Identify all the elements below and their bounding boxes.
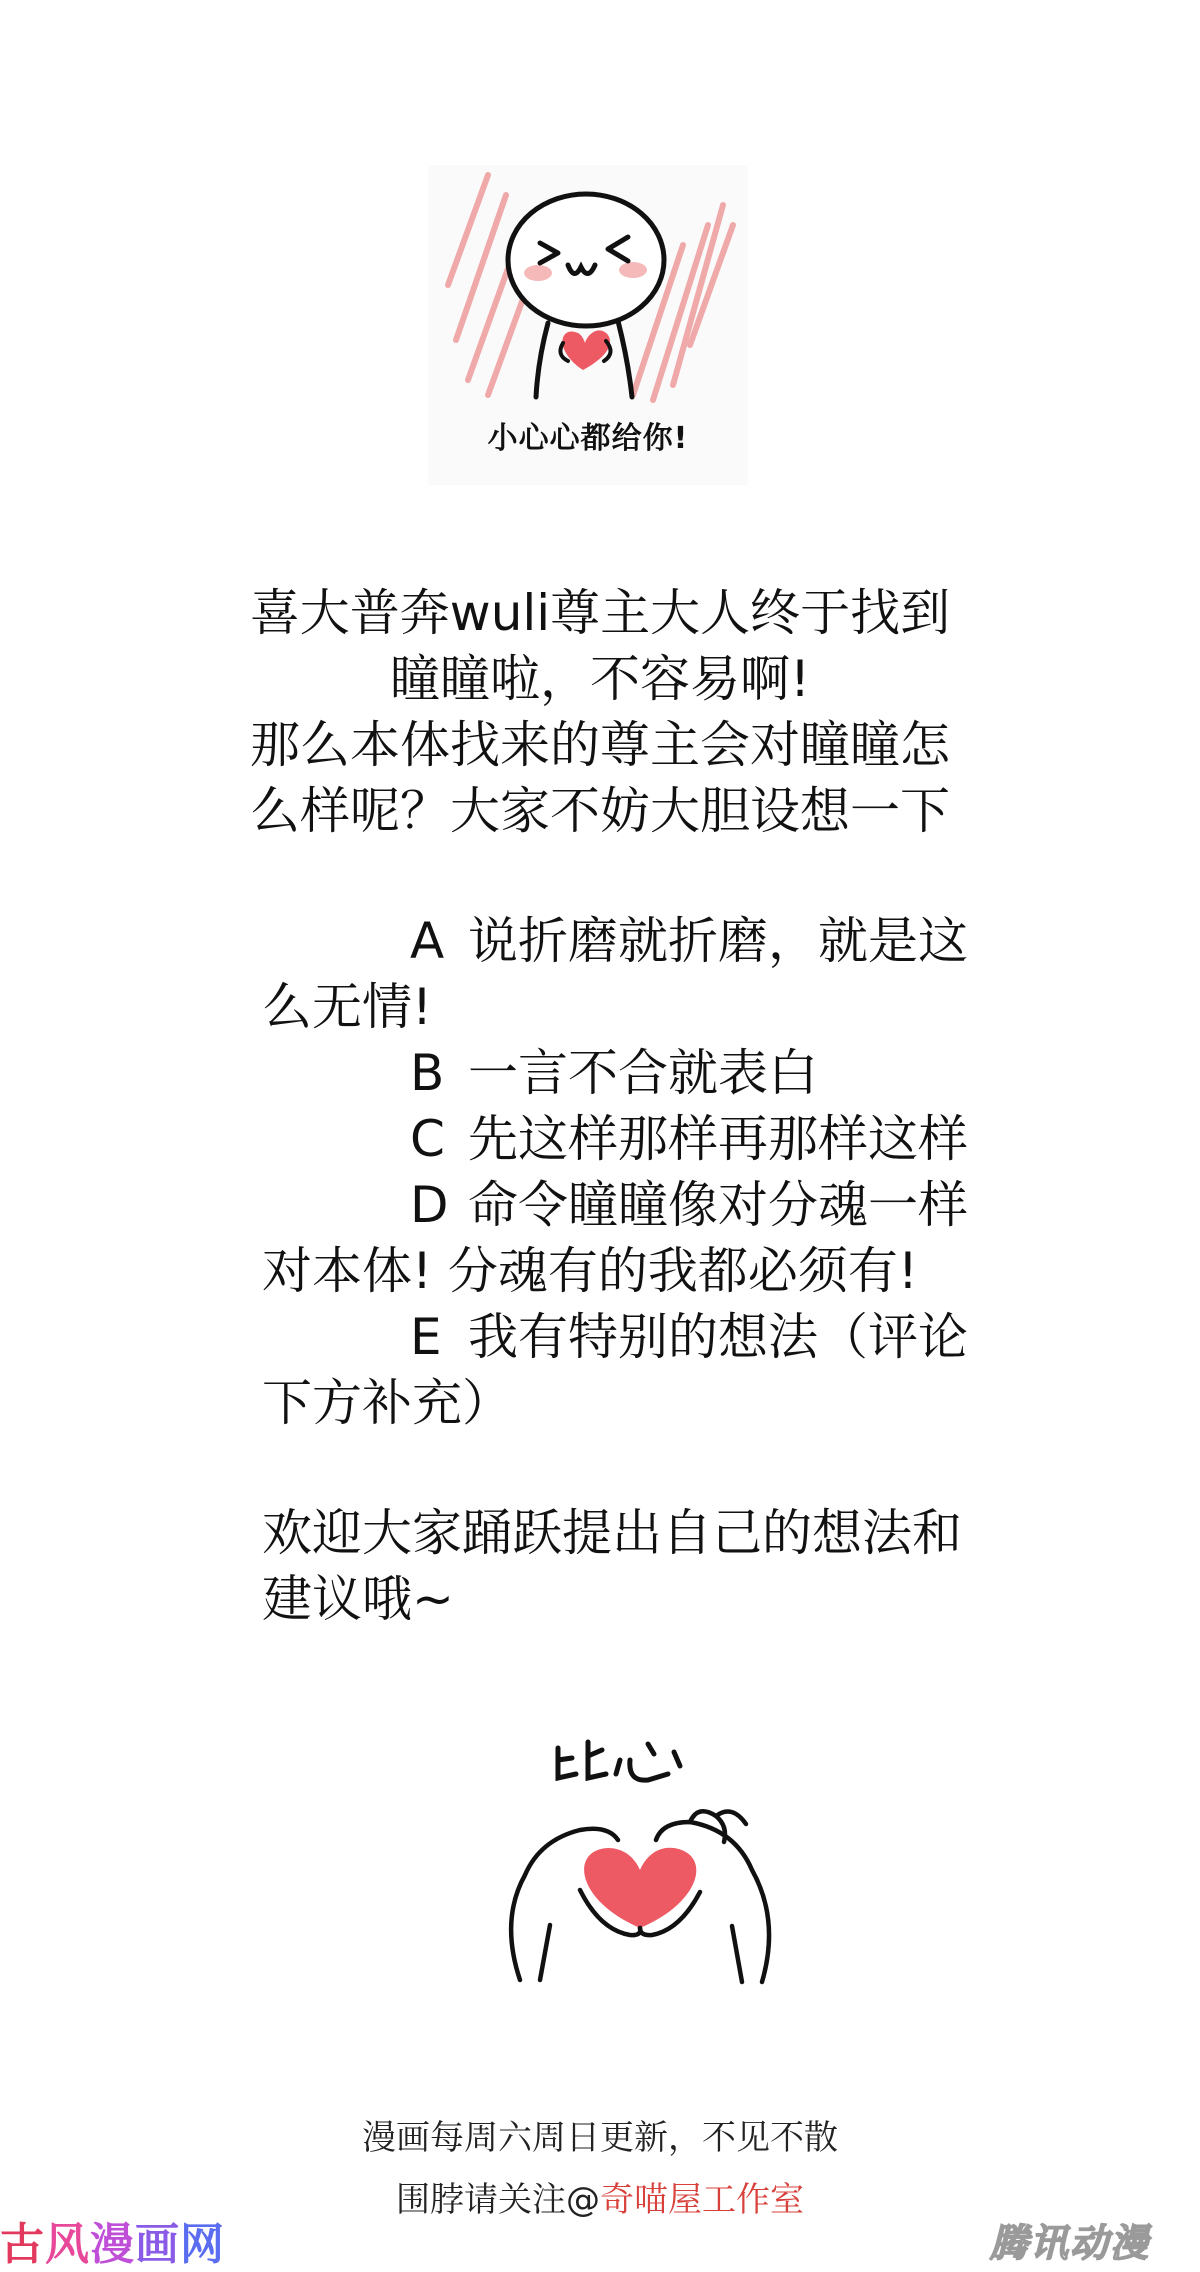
finger-heart-icon: [480, 1730, 800, 1990]
watermark-char: 画: [135, 2219, 180, 2270]
heart-icon: [562, 330, 610, 370]
option-text: 命令瞳瞳像对分魂一样: [468, 1176, 968, 1234]
intro-line-4: 么样呢？大家不妨大胆设想一下: [250, 782, 950, 840]
watermark-char: 风: [45, 2219, 90, 2270]
left-blush: [524, 265, 552, 281]
option-letter: C: [410, 1110, 445, 1168]
option-a-continuation: 么无情!: [262, 978, 433, 1036]
face-shape: [508, 194, 664, 326]
option-e-continuation: 下方补充）: [262, 1374, 512, 1432]
weibo-follow-prefix: 围脖请关注@: [396, 2180, 600, 2220]
closing-line-1: 欢迎大家踊跃提出自己的想法和: [262, 1504, 962, 1562]
watermark-char: 漫: [90, 2219, 135, 2270]
sticker-finger-heart: [480, 1730, 800, 1990]
option-c: [410, 1106, 968, 1172]
closing-line-2: 建议哦~: [262, 1570, 454, 1628]
option-b: [410, 1040, 818, 1106]
watermark-char: 网: [180, 2219, 225, 2270]
option-text: 我有特别的想法（评论: [468, 1308, 968, 1366]
option-letter: B: [410, 1044, 445, 1102]
intro-line-2: 瞳瞳啦，不容易啊!: [389, 650, 811, 708]
option-text: 先这样那样再那样这样: [468, 1110, 968, 1168]
watermark-left: [0, 2208, 225, 2272]
handwritten-caption: [558, 1742, 680, 1780]
watermark-right: 腾讯动漫: [990, 2221, 1151, 2265]
option-d: [410, 1172, 968, 1238]
option-a: [410, 908, 968, 974]
intro-line-3: 那么本体找来的尊主会对瞳瞳怎: [250, 716, 950, 774]
option-letter: D: [410, 1176, 449, 1234]
option-letter: E: [410, 1308, 442, 1366]
update-schedule: 漫画每周六周日更新，不见不散: [362, 2118, 838, 2158]
sticker-heart-gift: [428, 165, 748, 485]
option-text: 说折磨就折磨，就是这: [468, 912, 968, 970]
intro-line-1: 喜大普奔wuli尊主大人终于找到: [249, 584, 951, 642]
studio-name: 奇喵屋工作室: [600, 2180, 804, 2220]
heart-icon: [584, 1848, 696, 1928]
option-letter: A: [410, 912, 445, 970]
option-e: [410, 1304, 968, 1370]
sticker-caption: 小心心都给你!: [487, 421, 689, 456]
watermark-char: 古: [0, 2219, 45, 2270]
option-d-continuation: 对本体! 分魂有的我都必须有!: [262, 1242, 918, 1300]
option-text: 一言不合就表白: [468, 1044, 818, 1102]
right-blush: [619, 262, 647, 278]
